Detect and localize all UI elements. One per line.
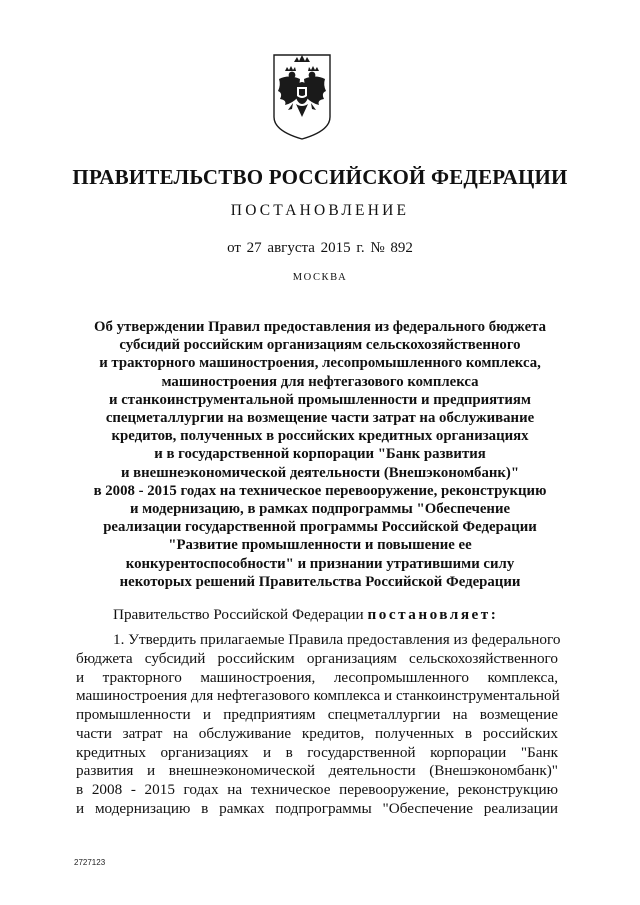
document-type: ПОСТАНОВЛЕНИЕ	[230, 202, 410, 219]
body-line: кредитных организациях и в государственной корпорации "Банк	[76, 743, 558, 761]
body-line: бюджета субсидий российским организациям сельскохозяйственного	[76, 649, 558, 667]
body-line: промышленности и предприятиям спецметаллургии на возмещение	[76, 706, 558, 723]
coat-of-arms-icon	[271, 47, 333, 141]
document-date-number: от 27 августа 2015 г. № 892	[227, 240, 413, 256]
heading-line: субсидий российским организациям сельскохозяйственного	[119, 337, 521, 354]
heading-line: в 2008 - 2015 годах на техническое перевооружение, реконструкцию	[93, 482, 547, 499]
body-line: и тракторного машиностроения, лесопромышленного комплекса,	[76, 668, 558, 686]
organization-title: ПРАВИТЕЛЬСТВО РОССИЙСКОЙ ФЕДЕРАЦИИ	[72, 165, 568, 189]
heading-line: спецметаллургии на возмещение части затрат на обслуживание	[105, 410, 535, 427]
preamble	[113, 606, 498, 624]
document-body	[76, 631, 561, 819]
heading-line: и тракторного машиностроения, лесопромышленного комплекса,	[99, 355, 541, 372]
body-line: в 2008 - 2015 годах на техническое перевооружение, реконструкцию	[76, 781, 558, 798]
heading-line: конкурентоспособности" и признании утратившими силу	[125, 555, 515, 572]
heading-line: реализации государственной программы Российской Федерации	[103, 519, 537, 536]
body-line: машиностроения для нефтегазового комплекса и станкоинструментальной	[76, 687, 560, 705]
document-code: 2727123	[74, 858, 106, 867]
heading-line: кредитов, полученных в российских кредитных организациях	[111, 428, 529, 445]
preamble-verb: постановляет:	[367, 606, 499, 623]
document-heading	[60, 318, 580, 591]
heading-line: и в государственной корпорации "Банк развития	[154, 446, 486, 463]
body-line: развития и внешнеэкономической деятельности (Внешэкономбанк)"	[76, 762, 558, 780]
heading-line: "Развитие промышленности и повышение ее	[168, 537, 472, 554]
body-line: и модернизацию в рамках подпрограммы "Обеспечение реализации	[76, 799, 558, 817]
heading-line: и внешнеэкономической деятельности (Внешэкономбанк)"	[120, 464, 520, 481]
heading-line: машиностроения для нефтегазового комплекса	[161, 373, 479, 390]
heading-line: Об утверждении Правил предоставления из федерального бюджета	[93, 319, 546, 335]
body-line: 1. Утвердить прилагаемые Правила предоставления из федерального	[113, 631, 561, 648]
preamble-subject: Правительство Российской Федерации	[113, 606, 368, 623]
heading-line: и станкоинструментальной промышленности и предприятиям	[109, 391, 531, 408]
heading-line: некоторых решений Правительства Российской Федерации	[119, 573, 521, 590]
heading-line: и модернизацию, в рамках подпрограммы "Обеспечение	[129, 501, 511, 518]
body-line: части затрат на обслуживание кредитов, полученных в российских	[76, 724, 558, 742]
document-city: МОСКВА	[292, 272, 348, 283]
